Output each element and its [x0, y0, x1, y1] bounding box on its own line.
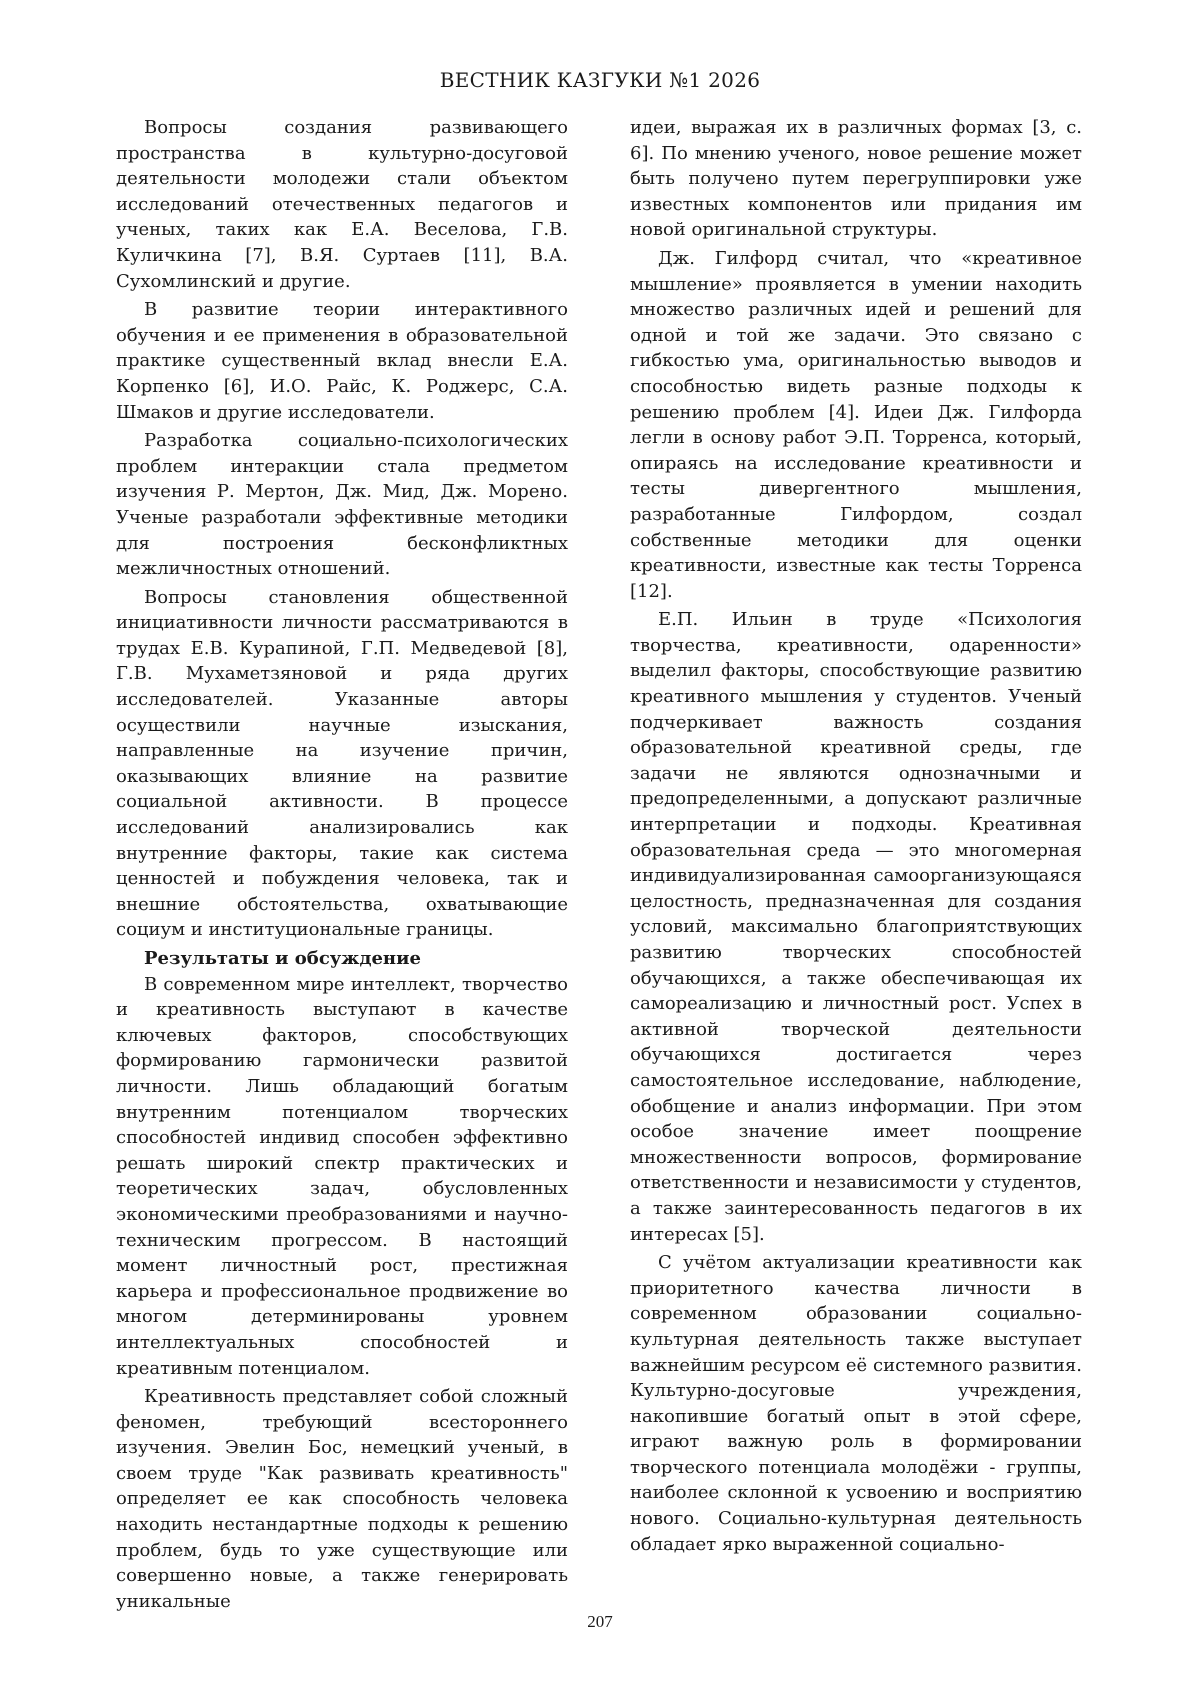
paragraph: Вопросы создания развивающего пространства в культурно-досуговой деятельности молодежи стали объектом исследований отечественных педагогов и ученых, таких как Е.А. Веселова, Г.В. Куличкина [7], В.Я. Суртаев [11], В.А. Сухомлинский и другие. — [116, 117, 568, 292]
paragraph: С учётом актуализации креативности как приоритетного качества личности в современном образовании социально-культурная деятельность также выступает важнейшим ресурсом её системного развития. Культурно-досуговые учреждения, накопившие богатый опыт в этой сфере, играют важную роль в формировании творческого потенциала молодёжи - группы, наиболее склонной к усвоению и восприятию нового. Социально-культурная деятельность обладает ярко выраженной социально- — [630, 1252, 1082, 1555]
section-heading: Результаты и обсуждение — [144, 948, 421, 969]
paragraph-continued: идеи, выражая их в различных формах [3, с. 6]. По мнению ученого, новое решение может быть получено путем перегруппировки уже известных компонентов или придания им новой оригинальной структуры. — [630, 117, 1082, 241]
paragraph: Дж. Гилфорд считал, что «креативное мышление» проявляется в умении находить множество различных идей и решений для одной и той же задачи. Это связано с гибкостью ума, оригинальностью выводов и способностью видеть разные подходы к решению проблем [4]. Идеи Дж. Гилфорда легли в основу работ Э.П. Торренса, который, опираясь на исследование креативности и тесты дивергентного мышления, разработанные Гилфордом, создал собственные методики для оценки креативности, известные как тесты Торренса [12]. — [630, 247, 1082, 602]
paragraph: Разработка социально-психологических проблем интеракции стала предметом изучения Р. Мертон, Дж. Мид, Дж. Морено. Ученые разработали эффективные методики для построения бесконфликтных межличностных отношений. — [116, 430, 568, 580]
right-column — [630, 115, 1082, 1560]
left-column — [116, 115, 568, 1617]
paragraph: Е.П. Ильин в труде «Психология творчества, креативности, одаренности» выделил факторы, способствующие развитию креативного мышления у студентов. Ученый подчеркивает важность создания образовательной креативной среды, где задачи не являются однозначными и предопределенными, а допускают различные интерпретации и подходы. Креативная образовательная среда — это многомерная индивидуализированная самоорганизующаяся целостность, предназначенная для создания условий, максимально благоприятствующих развитию творческих способностей обучающихся, а также обеспечивающая их самореализацию и личностный рост. Успех в активной творческой деятельности обучающихся достигается через самостоятельное исследование, наблюдение, обобщение и анализ информации. При этом особое значение имеет поощрение множественности вопросов, формирование ответственности и независимости у студентов, а также заинтересованность педагогов в их интересах [5]. — [630, 609, 1082, 1245]
paragraph: В современном мире интеллект, творчество и креативность выступают в качестве ключевых факторов, способствующих формированию гармонически развитой личности. Лишь обладающий богатым внутренним потенциалом творческих способностей индивид способен эффективно решать широкий спектр практических и теоретических задач, обусловленных экономическими преобразованиями и научно-техническим прогрессом. В настоящий момент личностный рост, престижная карьера и профессиональное продвижение во многом детерминированы уровнем интеллектуальных способностей и креативным потенциалом. — [116, 973, 568, 1379]
paragraph: Вопросы становления общественной инициативности личности рассматриваются в трудах Е.В. Курапиной, Г.П. Медведевой [8], Г.В. Мухаметзяновой и ряда других исследователей. Указанные авторы осуществили научные изыскания, направленные на изучение причин, оказывающих влияние на развитие социальной активности. В процессе исследований анализировались как внутренние факторы, такие как система ценностей и побуждения человека, так и внешние обстоятельства, охватывающие социум и институциональные границы. — [116, 586, 568, 941]
page-number: 207 — [587, 1612, 613, 1631]
journal-header: ВЕСТНИК КАЗГУКИ №1 2026 — [439, 68, 761, 92]
paragraph: Креативность представляет собой сложный феномен, требующий всестороннего изучения. Эвелин Бос, немецкий ученый, в своем труде "Как развивать креативность" определяет ее как способность человека находить нестандартные подходы к решению проблем, будь то уже существующие или совершенно новые, а также генерировать уникальные — [116, 1386, 568, 1612]
paragraph: В развитие теории интерактивного обучения и ее применения в образовательной практике существенный вклад внесли Е.А. Корпенко [6], И.О. Райс, К. Роджерс, С.А. Шмаков и другие исследователи. — [116, 299, 568, 423]
